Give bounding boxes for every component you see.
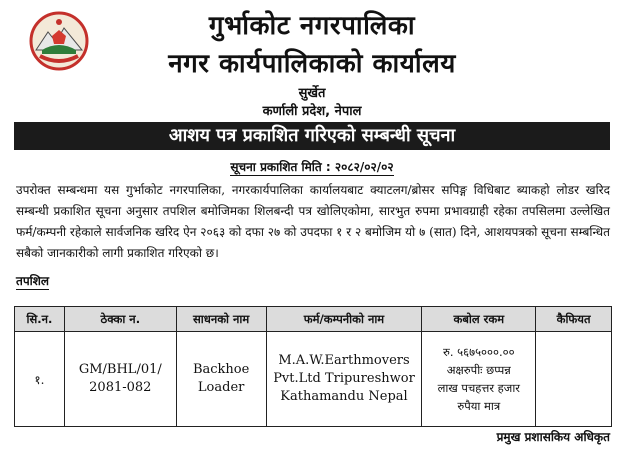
cell-remarks: [536, 332, 612, 427]
municipality-title: गुर्भाकोट नगरपालिका: [208, 11, 416, 41]
notice-title-banner: आशय पत्र प्रकाशित गरिएको सम्बन्धी सूचना: [14, 122, 610, 150]
bid-table: [14, 306, 612, 427]
published-date-text: सूचना प्रकाशित मिति : २०८२/०२/०२: [230, 160, 394, 174]
cell-amount: रु. ५६७५०००.०० अक्षरुपीः छप्पन्न लाख पचहत्तर हजार रुपैया मात्र: [422, 332, 536, 427]
cell-firm: M.A.W.Earthmovers Pvt.Ltd Tripureshwor Kathamandu Nepal: [266, 332, 422, 427]
col-header-firm: फर्म/कम्पनीको नाम: [266, 307, 422, 332]
signature-label: प्रमुख प्रशासकिय अधिकृत: [496, 430, 610, 444]
col-header-amount: कबोल रकम: [422, 307, 536, 332]
district-label: सुर्खेत: [298, 86, 326, 101]
table-header-row: [15, 307, 612, 332]
col-header-remarks: कैफियत: [536, 307, 612, 332]
cell-sn: १.: [15, 332, 65, 427]
col-header-equipment: साधनको नाम: [176, 307, 266, 332]
schedule-label: तपशिल: [16, 274, 50, 288]
cell-contract-no: GM/BHL/01/ 2081-082: [64, 332, 176, 427]
published-date: [0, 158, 624, 175]
table-row: [15, 332, 612, 427]
province-label: कर्णाली प्रदेश, नेपाल: [262, 104, 362, 119]
cell-equipment: Backhoe Loader: [176, 332, 266, 427]
col-header-contract-no: ठेक्का न.: [64, 307, 176, 332]
col-header-sn: सि.न.: [15, 307, 65, 332]
notice-body: उपरोक्त सम्बन्धमा यस गुर्भाकोट नगरपालिका, नगरकार्यपालिका कार्यालयबाट क्याटलग/ब्रोसर सपिङ्ग विधिबाट ब्याकहो लोडर खरिद सम्बन्धी प्रकाशित सूचना अनुसार तपशिल बमोजिमका शिलबन्दी पत्र खोलिएकोमा, सारभुत रुपमा प्रभावग्राही रहेका तपसिलमा उल्लेखित फर्म/कम्पनी रहेकाले सार्वजनिक खरिद ऐन २०६३ को दफा २७ को उपदफा १ र २ बमोजिम यो ७ (सात) दिने, आशयपत्रको सूचना सम्बन्धित सबैको जानकारीको लागी प्रकाशित गरिएको छ।: [16, 183, 610, 260]
office-title: नगर कार्यपालिकाको कार्यालय: [168, 49, 456, 79]
